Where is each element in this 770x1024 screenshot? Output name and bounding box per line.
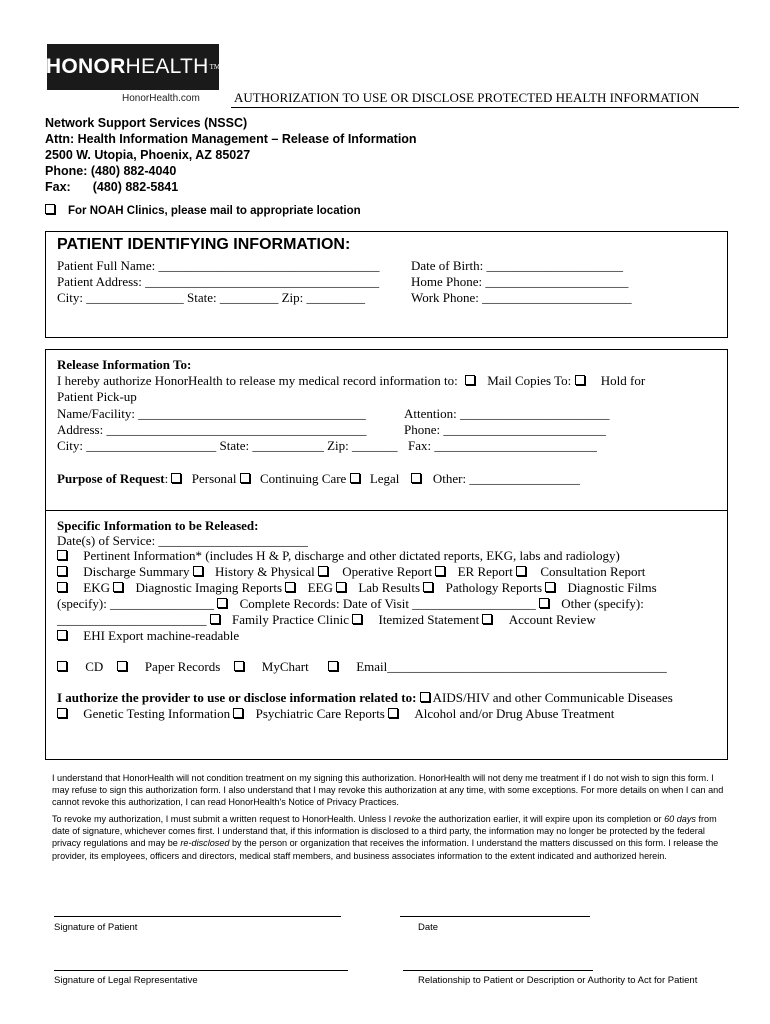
legal-paragraph-1: I understand that HonorHealth will not condition treatment on my signing this authorization. HonorHealth will not deny me treatment if I do not wish to sign this form. I may refuse to sign this authorization form. I also understand that I may revoke this authorization at any time, with some exceptions. For more details on when I can and cannot revoke this authorization, I can read HonorHealth's Notice of Privacy Practices. <box>52 773 724 808</box>
authorize-related-label: I authorize the provider to use or disclose information related to: <box>57 690 417 705</box>
format-row <box>57 659 667 675</box>
noah-clinics-note <box>45 204 361 217</box>
report-row-1 <box>57 564 645 580</box>
purpose-legal-checkbox[interactable] <box>350 473 360 483</box>
release-to-checkbox[interactable] <box>465 375 475 385</box>
nssc-fax-label: Fax: <box>45 180 71 194</box>
purpose-other-checkbox[interactable] <box>411 473 421 483</box>
patient-full-name-field[interactable]: Patient Full Name: __________________________________ <box>57 258 380 273</box>
ehi-export-label: EHI Export machine-readable <box>83 628 240 643</box>
account-review-checkbox[interactable] <box>482 614 492 624</box>
family-practice-label: Family Practice Clinic <box>232 612 349 627</box>
mychart-label: MyChart <box>261 659 309 674</box>
eeg-checkbox[interactable] <box>285 582 295 592</box>
patient-city-state-zip-field[interactable]: City: _______________ State: _________ Zip: _________ <box>57 290 366 305</box>
title-rule <box>231 107 739 108</box>
discharge-summary-checkbox[interactable] <box>57 566 67 576</box>
release-authorize-text: I hereby authorize HonorHealth to release my medical record information to: <box>57 373 458 388</box>
nssc-phone: Phone: (480) 882-4040 <box>45 164 177 178</box>
eeg-label: EEG <box>307 580 333 595</box>
legal-rep-signature-line[interactable] <box>54 970 348 971</box>
cd-label: CD <box>85 659 104 674</box>
purpose-continuing-label: Continuing Care <box>260 471 347 486</box>
pertinent-label: Pertinent Information* (includes H & P, discharge and other dictated reports, EKG, labs and radiology) <box>83 548 620 563</box>
pathology-reports-label: Pathology Reports <box>445 580 543 595</box>
mail-copies-checkbox[interactable] <box>575 375 585 385</box>
diagnostic-imaging-label: Diagnostic Imaging Reports <box>135 580 283 595</box>
other-specify-checkbox[interactable] <box>539 598 549 608</box>
genetic-testing-label: Genetic Testing Information <box>83 706 231 721</box>
noah-checkbox[interactable] <box>45 204 55 214</box>
other-specify-label: Other (specify): <box>561 596 644 611</box>
lab-results-label: Lab Results <box>358 580 421 595</box>
ehi-row <box>57 628 239 644</box>
alcohol-drug-checkbox[interactable] <box>388 708 398 718</box>
work-phone-field[interactable]: Work Phone: _______________________ <box>411 290 632 305</box>
patient-heading: PATIENT IDENTIFYING INFORMATION: <box>57 236 351 253</box>
sensitive-row <box>57 706 614 722</box>
complete-records-field[interactable]: Complete Records: Date of Visit ___________________ <box>239 596 536 611</box>
pertinent-checkbox[interactable] <box>57 550 67 560</box>
relationship-line[interactable] <box>403 970 593 971</box>
cd-checkbox[interactable] <box>57 661 67 671</box>
consultation-report-checkbox[interactable] <box>516 566 526 576</box>
release-phone-field[interactable]: Phone: _________________________ <box>404 422 606 437</box>
nssc-attn: Attn: Health Information Management – Release of Information <box>45 132 417 146</box>
lab-results-checkbox[interactable] <box>336 582 346 592</box>
itemized-statement-label: Itemized Statement <box>378 612 480 627</box>
complete-records-checkbox[interactable] <box>217 598 227 608</box>
noah-note-text: For NOAH Clinics, please mail to appropriate location <box>68 205 361 217</box>
nssc-address: 2500 W. Utopia, Phoenix, AZ 85027 <box>45 148 251 162</box>
pathology-reports-checkbox[interactable] <box>423 582 433 592</box>
date-label: Date <box>418 922 439 933</box>
release-authorize-line <box>57 373 645 389</box>
report-row-4 <box>57 612 596 628</box>
operative-report-checkbox[interactable] <box>318 566 328 576</box>
release-address-field[interactable]: Address: ________________________________________ <box>57 422 367 437</box>
mail-copies-label: Mail Copies To: <box>487 373 572 388</box>
name-facility-field[interactable]: Name/Facility: ___________________________________ <box>57 406 366 421</box>
patient-signature-line[interactable] <box>54 916 341 917</box>
pertinent-row <box>57 548 620 564</box>
itemized-statement-checkbox[interactable] <box>352 614 362 624</box>
psychiatric-checkbox[interactable] <box>233 708 243 718</box>
purpose-personal-label: Personal <box>191 471 237 486</box>
psychiatric-label: Psychiatric Care Reports <box>255 706 385 721</box>
ekg-label: EKG <box>83 580 110 595</box>
nssc-fax-value: (480) 882-5841 <box>92 180 179 194</box>
release-heading: Release Information To: <box>57 357 192 372</box>
diagnostic-films-checkbox[interactable] <box>545 582 555 592</box>
release-divider <box>45 510 728 511</box>
er-report-label: ER Report <box>457 564 513 579</box>
diagnostic-imaging-checkbox[interactable] <box>113 582 123 592</box>
logo-trademark: TM <box>209 63 221 71</box>
email-field[interactable]: Email___________________________________________ <box>356 659 667 674</box>
mychart-checkbox[interactable] <box>234 661 244 671</box>
logo-url: HonorHealth.com <box>122 93 200 104</box>
email-checkbox[interactable] <box>328 661 338 671</box>
discharge-summary-label: Discharge Summary <box>83 564 190 579</box>
ehi-export-checkbox[interactable] <box>57 630 67 640</box>
honorhealth-logo <box>47 44 219 90</box>
home-phone-field[interactable]: Home Phone: ______________________ <box>411 274 629 289</box>
ekg-checkbox[interactable] <box>57 582 67 592</box>
relationship-label: Relationship to Patient or Description or Authority to Act for Patient <box>418 975 698 986</box>
purpose-colon: : <box>164 471 169 486</box>
genetic-testing-checkbox[interactable] <box>57 708 67 718</box>
signature-of-patient-label: Signature of Patient <box>54 922 138 933</box>
purpose-personal-checkbox[interactable] <box>171 473 181 483</box>
history-physical-label: History & Physical <box>215 564 315 579</box>
other-specify-line[interactable]: _______________________ <box>57 612 207 627</box>
logo-text-light: HEALTH <box>125 55 209 78</box>
specific-heading: Specific Information to be Released: <box>57 518 259 533</box>
report-row-2 <box>57 580 657 596</box>
legal-paragraph-2: To revoke my authorization, I must submit a written request to HonorHealth. Unless I revoke the authorization earlier, it will expire upon its completion or 60 days from date of signature, whichever comes first. I understand that, if this information is disclosed to a third party, the information may no longer be protected by the federal privacy regulations and may be re-disclosed by the person or organization that receives the information. I understand the matters discussed on this form. I release the provider, its employees, officers and directors, medical staff members, and business associates information to the extent indicated and authorized herein. <box>52 814 719 861</box>
aids-hiv-label: AIDS/HIV and other Communicable Diseases <box>432 690 673 705</box>
nssc-fax <box>45 180 178 194</box>
logo-text-bold: HONOR <box>45 55 126 78</box>
er-report-checkbox[interactable] <box>435 566 445 576</box>
hold-for-label: Hold for <box>600 373 646 388</box>
aids-hiv-checkbox[interactable] <box>420 692 430 702</box>
purpose-of-request-row <box>57 471 580 487</box>
nssc-name: Network Support Services (NSSC) <box>45 116 248 130</box>
release-city-state-zip-field[interactable]: City: ____________________ State: ___________ Zip: _______ <box>57 438 398 453</box>
authorize-related-row <box>57 690 673 706</box>
date-signature-line[interactable] <box>400 916 590 917</box>
purpose-legal-label: Legal <box>369 471 400 486</box>
purpose-continuing-checkbox[interactable] <box>240 473 250 483</box>
paper-records-checkbox[interactable] <box>117 661 127 671</box>
operative-report-label: Operative Report <box>342 564 433 579</box>
purpose-label: Purpose of Request <box>57 471 165 486</box>
attention-field[interactable]: Attention: _______________________ <box>404 406 610 421</box>
patient-pickup-label: Patient Pick-up <box>57 389 137 404</box>
consultation-report-label: Consultation Report <box>540 564 646 579</box>
family-practice-checkbox[interactable] <box>210 614 220 624</box>
date-of-birth-field[interactable]: Date of Birth: _____________________ <box>411 258 623 273</box>
dates-of-service-field[interactable]: Date(s) of Service: _______________________ <box>57 533 308 548</box>
paper-records-label: Paper Records <box>144 659 221 674</box>
specify-field[interactable]: (specify): ________________ <box>57 596 215 611</box>
signature-of-legal-rep-label: Signature of Legal Representative <box>54 975 198 986</box>
report-row-3 <box>57 596 644 612</box>
form-title: AUTHORIZATION TO USE OR DISCLOSE PROTECTED HEALTH INFORMATION <box>234 90 700 105</box>
history-physical-checkbox[interactable] <box>193 566 203 576</box>
account-review-label: Account Review <box>508 612 596 627</box>
patient-address-field[interactable]: Patient Address: ____________________________________ <box>57 274 380 289</box>
alcohol-drug-label: Alcohol and/or Drug Abuse Treatment <box>414 706 615 721</box>
release-fax-field[interactable]: Fax: _________________________ <box>408 438 597 453</box>
diagnostic-films-label: Diagnostic Films <box>567 580 657 595</box>
purpose-other-field[interactable]: Other: _________________ <box>432 471 580 486</box>
